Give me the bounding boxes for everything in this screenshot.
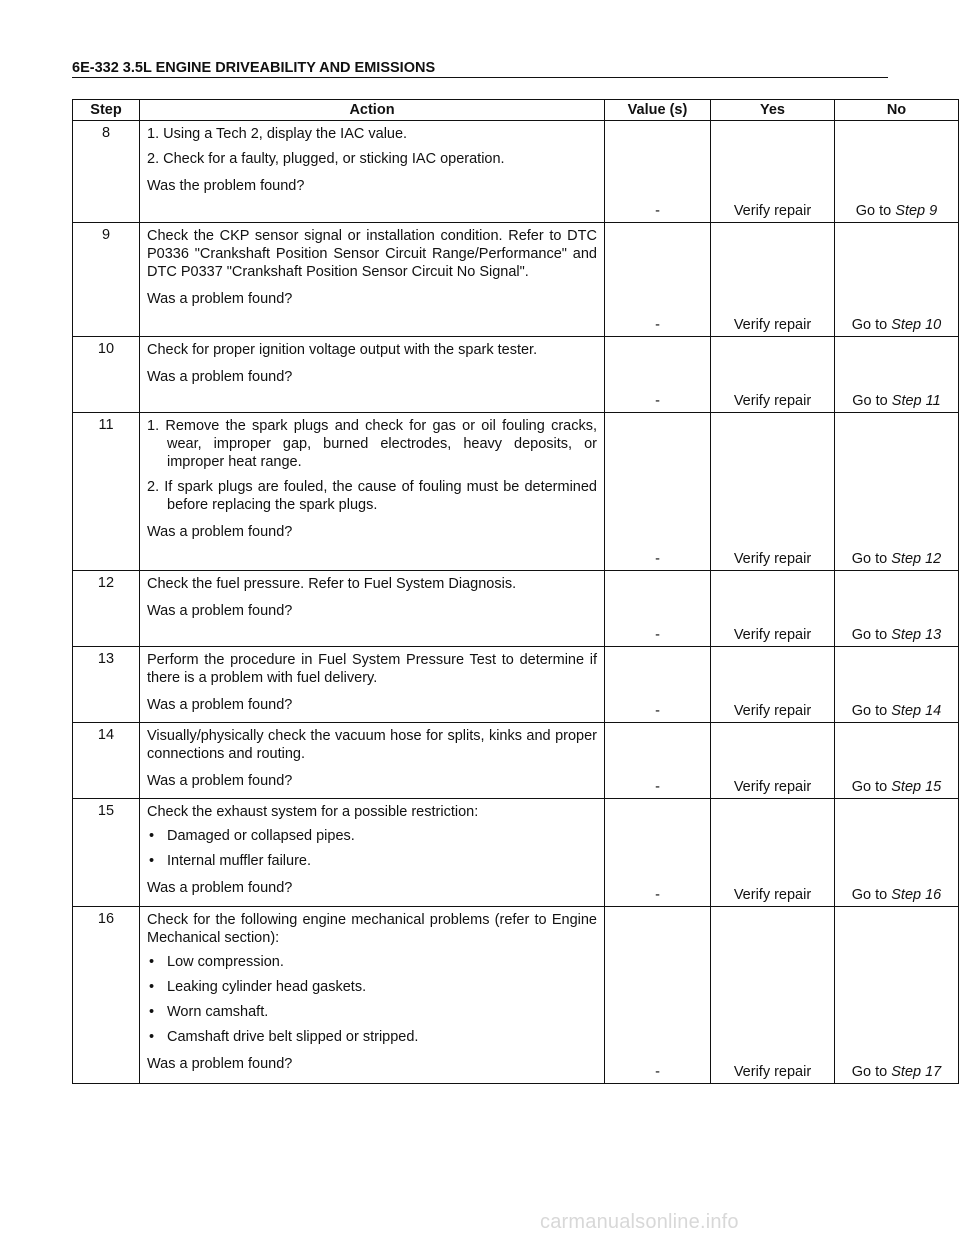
list-item: • Internal muffler failure. [147, 852, 597, 870]
list-item: • Worn camshaft. [147, 1003, 597, 1021]
action-text: Check for proper ignition voltage output with the spark tester. [147, 342, 538, 358]
action-cell [140, 571, 605, 647]
column-header-value: Value (s) [605, 100, 711, 121]
list-item: 1. Using a Tech 2, display the IAC value. [147, 126, 408, 142]
yes-cell: Verify repair [711, 647, 835, 723]
question-text: Was a problem found? [147, 880, 293, 896]
value-cell: - [605, 571, 711, 647]
column-header-step: Step [73, 100, 140, 121]
no-prefix: Go to [855, 203, 892, 219]
value-cell: - [605, 799, 711, 907]
value-cell: - [605, 337, 711, 413]
no-cell [835, 723, 959, 799]
step-number: 8 [73, 121, 140, 223]
step-number: 12 [73, 571, 140, 647]
value-cell: - [605, 223, 711, 337]
step-number: 9 [73, 223, 140, 337]
step-number: 11 [73, 413, 140, 571]
numbered-list [147, 125, 597, 168]
action-cell [140, 907, 605, 1084]
step-number: 15 [73, 799, 140, 907]
no-step-link: Step 11 [891, 393, 941, 409]
no-prefix: Go to [852, 393, 888, 409]
no-prefix: Go to [851, 1064, 888, 1080]
action-text: Check for the following engine mechanical problems (refer to Engine Mechanical section): [147, 912, 597, 946]
no-prefix: Go to [851, 551, 888, 567]
yes-cell: Verify repair [711, 413, 835, 571]
question-text: Was a problem found? [147, 369, 293, 385]
yes-cell: Verify repair [711, 223, 835, 337]
list-item: 1. Remove the spark plugs and check for gas or oil fouling cracks, wear, improper gap, burned electrodes, heavy deposits, or improper heat range. [147, 418, 597, 470]
step-number: 16 [73, 907, 140, 1084]
column-header-action: Action [140, 100, 605, 121]
table-row [73, 647, 959, 723]
list-item: • Low compression. [147, 953, 597, 971]
no-step-link: Step 17 [891, 1064, 942, 1080]
list-item: • Damaged or collapsed pipes. [147, 827, 597, 845]
bullet-list [147, 827, 597, 870]
value-cell: - [605, 647, 711, 723]
yes-cell: Verify repair [711, 337, 835, 413]
question-text: Was a problem found? [147, 603, 293, 619]
step-number: 13 [73, 647, 140, 723]
table-row [73, 337, 959, 413]
question-text: Was a problem found? [147, 524, 293, 540]
yes-cell: Verify repair [711, 907, 835, 1084]
bullet-list [147, 953, 597, 1046]
no-step-link: Step 15 [891, 779, 942, 795]
numbered-list [147, 417, 597, 514]
list-item: 2. Check for a faulty, plugged, or sticking IAC operation. [147, 151, 505, 167]
list-item: 2. If spark plugs are fouled, the cause of fouling must be determined before replacing the spark plugs. [147, 479, 597, 513]
no-cell [835, 571, 959, 647]
no-step-link: Step 9 [895, 203, 938, 219]
table-header-row [73, 100, 959, 121]
value-cell: - [605, 723, 711, 799]
table-row [73, 799, 959, 907]
action-text: Check the exhaust system for a possible restriction: [147, 804, 479, 820]
yes-cell: Verify repair [711, 723, 835, 799]
no-cell [835, 413, 959, 571]
question-text: Was a problem found? [147, 773, 293, 789]
action-text: Perform the procedure in Fuel System Pressure Test to determine if there is a problem with fuel delivery. [147, 652, 597, 686]
yes-cell: Verify repair [711, 571, 835, 647]
column-header-yes: Yes [711, 100, 835, 121]
diagnostic-steps-table [72, 99, 959, 1084]
list-item: • Leaking cylinder head gaskets. [147, 978, 597, 996]
no-cell [835, 647, 959, 723]
question-text: Was a problem found? [147, 291, 293, 307]
no-prefix: Go to [851, 627, 888, 643]
table-row [73, 907, 959, 1084]
table-row [73, 571, 959, 647]
step-number: 10 [73, 337, 140, 413]
action-cell [140, 647, 605, 723]
action-text: Check the fuel pressure. Refer to Fuel System Diagnosis. [147, 576, 517, 592]
question-text: Was the problem found? [147, 178, 305, 194]
value-cell: - [605, 413, 711, 571]
no-cell [835, 907, 959, 1084]
no-cell [835, 121, 959, 223]
table-row [73, 723, 959, 799]
header-rule [72, 77, 888, 78]
no-cell [835, 337, 959, 413]
question-text: Was a problem found? [147, 1056, 293, 1072]
list-item: • Camshaft drive belt slipped or stripped. [147, 1028, 597, 1046]
action-cell [140, 799, 605, 907]
step-number: 14 [73, 723, 140, 799]
no-cell [835, 223, 959, 337]
action-text: Check the CKP sensor signal or installation condition. Refer to DTC P0336 "Crankshaft Position Sensor Circuit Range/Performance" and DTC P0337 "Crankshaft Position Sensor Circuit No Signal". [147, 228, 597, 280]
action-text: Visually/physically check the vacuum hose for splits, kinks and proper connections and routing. [147, 728, 597, 762]
no-step-link: Step 12 [891, 551, 942, 567]
page-header-title: 6E-332 3.5L ENGINE DRIVEABILITY AND EMISSIONS [72, 60, 436, 76]
action-cell [140, 223, 605, 337]
yes-cell: Verify repair [711, 799, 835, 907]
yes-cell: Verify repair [711, 121, 835, 223]
column-header-no: No [835, 100, 959, 121]
value-cell: - [605, 907, 711, 1084]
question-text: Was a problem found? [147, 697, 293, 713]
action-cell [140, 121, 605, 223]
no-cell [835, 799, 959, 907]
watermark-text: carmanualsonline.info [540, 1211, 739, 1233]
table-row [73, 223, 959, 337]
table-row [73, 413, 959, 571]
action-cell [140, 723, 605, 799]
no-step-link: Step 10 [891, 317, 942, 333]
no-prefix: Go to [851, 779, 888, 795]
no-step-link: Step 14 [891, 703, 942, 719]
table-row [73, 121, 959, 223]
no-prefix: Go to [851, 887, 888, 903]
no-prefix: Go to [851, 317, 888, 333]
no-step-link: Step 13 [891, 627, 942, 643]
no-step-link: Step 16 [891, 887, 942, 903]
value-cell: - [605, 121, 711, 223]
no-prefix: Go to [851, 703, 888, 719]
action-cell [140, 337, 605, 413]
action-cell [140, 413, 605, 571]
